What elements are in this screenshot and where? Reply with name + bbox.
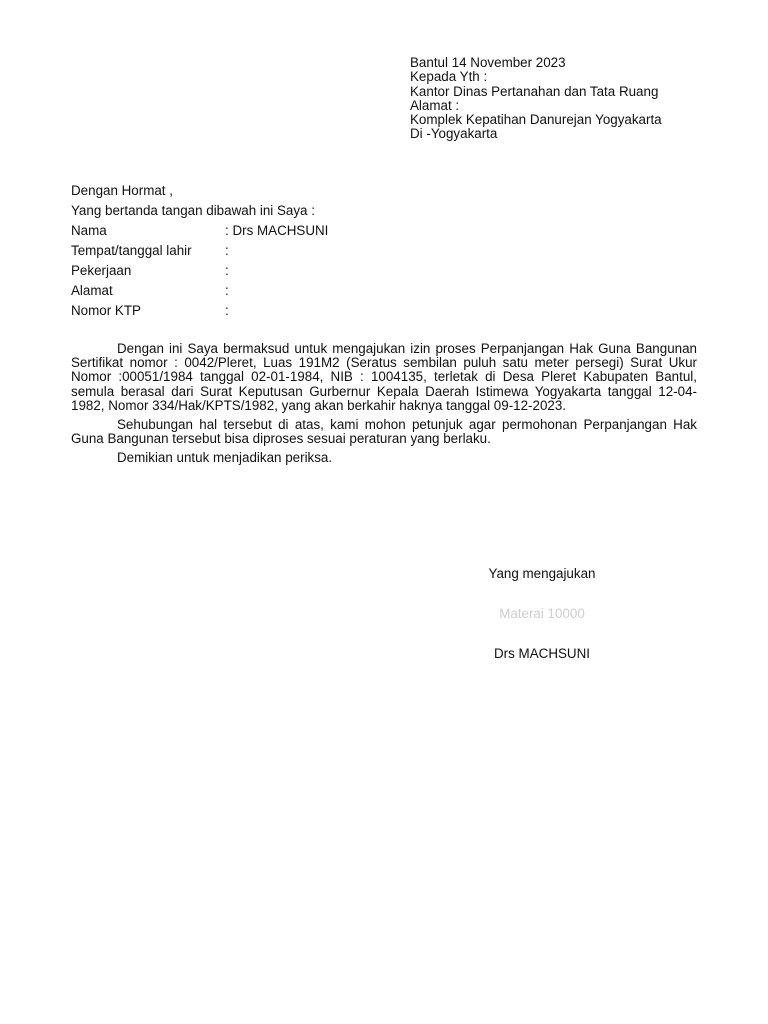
field-row-nama	[71, 221, 328, 241]
letter-date: Bantul 14 November 2023	[410, 55, 566, 70]
field-label: Pekerjaan	[71, 263, 132, 278]
recipient-salutation: Kepada Yth :	[410, 69, 488, 85]
recipient-office: Kantor Dinas Pertanahan dan Tata Ruang	[410, 83, 659, 99]
recipient-address-label: Alamat :	[410, 97, 460, 113]
field-row-tempat-tanggal-lahir	[71, 241, 328, 261]
stamp-placeholder: Materai 10000	[499, 606, 585, 621]
greeting-block	[71, 181, 315, 221]
letter-body	[71, 342, 697, 466]
body-paragraph-request: Dengan ini Saya bermaksud untuk mengajukan izin proses Perpanjangan Hak Guna Bangunan Sertifikat nomor : 0042/Pleret, Luas 191M2 (Seratus sembilan puluh satu meter persegi) Surat Ukur Nomor :00051/1984 tanggal 02-01-1984, NIB : 1004135, terletak di Desa Pleret Kabupaten Bantul, semula berasal dari Surat Keputusan Gurbernur Kepala Daerah Istimewa Yogyakarta tanggal 12-04-1982, Nomor 334/Hak/KPTS/1982, yang akan berkahir haknya tanggal 09-12-2023.	[71, 341, 697, 413]
field-row-pekerjaan	[71, 261, 328, 281]
signature-block	[462, 566, 622, 662]
field-row-nomor-ktp	[71, 301, 328, 321]
signature-title: Yang mengajukan	[488, 566, 596, 581]
intro-line: Yang bertanda tangan dibawah ini Saya :	[71, 203, 315, 218]
salutation: Dengan Hormat ,	[71, 183, 173, 198]
recipient-address: Komplek Kepatihan Danurejan Yogyakarta	[410, 112, 662, 128]
signatory-name: Drs MACHSUNI	[494, 646, 590, 661]
field-label: Nama	[71, 223, 107, 238]
field-row-alamat	[71, 281, 328, 301]
field-value: :	[225, 243, 229, 258]
field-value: :	[225, 303, 229, 318]
field-label: Tempat/tanggal lahir	[71, 243, 192, 258]
applicant-fields	[71, 221, 328, 321]
field-label: Alamat	[71, 283, 113, 298]
body-paragraph-followup: Sehubungan hal tersebut di atas, kami mohon petunjuk agar permohonan Perpanjangan Hak Guna Bangunan tersebut bisa diproses sesuai peraturan yang berlaku.	[71, 417, 697, 447]
body-closing: Demikian untuk menjadikan periksa.	[117, 450, 333, 466]
field-value: :	[225, 263, 229, 278]
field-label: Nomor KTP	[71, 303, 141, 318]
field-value: : Drs MACHSUNI	[225, 223, 329, 238]
recipient-block	[410, 56, 662, 142]
recipient-city: Di -Yogyakarta	[410, 126, 498, 142]
field-value: :	[225, 283, 229, 298]
